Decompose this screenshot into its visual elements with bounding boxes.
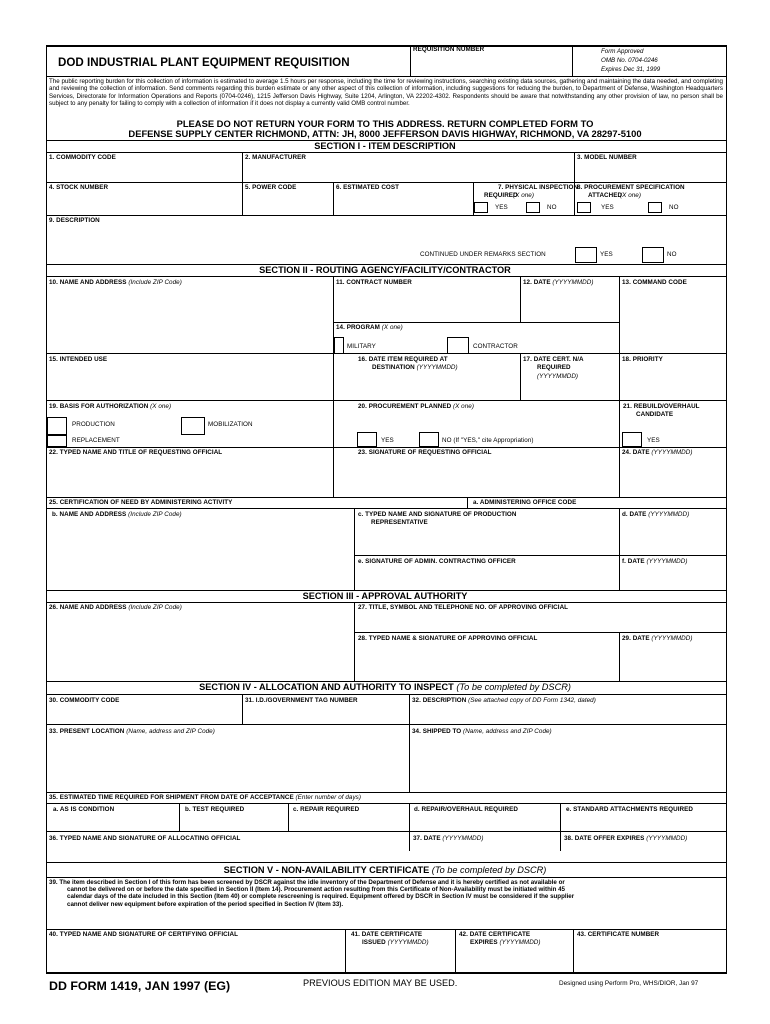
description-32-label: 32. DESCRIPTION (See attached copy of DD Form 1342, dated) bbox=[412, 697, 596, 704]
dd-form-1419: DOD INDUSTRIAL PLANT EQUIPMENT REQUISITION REQUISITION NUMBER Form Approved OMB No. 0704-0246 Expires Dec 31, 1999 The public reporting burden for this collection of information is estimated to average 1.5 hours per response, including the time for reviewing instructions, searching existing data sources, gathering and maintaining the data needed, and completing and reviewing the collection of information. Send comments regarding this burden estimate or any other aspect of this collection of information, including suggestions for reducing the burden, to Department of Defense, Washington Headquarters Services, Directorate for Information Operations and Reports (0704-0246), 1215 Jefferson Davis Highway, Suite 1204, Arlington, VA 22202-4302. Respondents should be aware that notwithstanding any other provision of law, no person shall be subject to any penalty for failing to comply with a collection of information if it does not display a currently valid OMB control number. PLEASE DO NOT RETURN YOUR FORM TO THIS ADDRESS. RETURN COMPLETED FORM TO DEFENSE SUPPLY CENTER RICHMOND, ATTN: JH, 8000 JEFFERSON DAVIS HIGHWAY, RICHMOND, VA 28297-5100 SECTION I - ITEM DESCRIPTION 1. COMMODITY CODE 2. MANUFACTURER 3. MODEL NUMBER 4. STOCK NUMBER 5. POWER CODE 6. ESTIMATED COST 7. PHYSICAL INSPECTION REQUIRED (X one) 8. PROCUREMENT SPECIFICATION ATTACHED (X one) YES NO YES NO 9. DESCRIPTION CONTINUED UNDER REMARKS SECTION YES NO SECTION II - ROUTING AGENCY/FACILITY/CONTRACTOR 10. NAME AND ADDRESS (Include ZIP Code) 11. CONTRACT NUMBER 12. DATE (YYYYMMDD) 13. COMMAND CODE 14. PROGRAM (X one) MILITARY CONTRACTOR 15. INTENDED USE 16. DATE ITEM REQUIRED AT DESTINATION (YYYYMMDD) 17. DATE CERT. N/A REQUIRED (YYYYMMDD) 18. PRIORITY 19. BASIS FOR AUTHORIZATION (X one) PRODUCTION MOBILIZATION REPLACEMENT 20. PROCUREMENT PLANNED (X one) YES NO (If "YES," cite Appropriation) 21. REBUILD/OVERHAUL CANDIDATE YES 22. TYPED NAME AND TITLE OF REQUESTING OFFICIAL 23. SIGNATURE OF REQUESTING OFFICIAL 24. DATE (YYYYMMDD) 25. CERTIFICATION OF NEED BY ADMINISTERING ACTIVITY a. ADMINISTERING OFFICE CODE b. NAME AND ADDRESS (Include ZIP Code) c. TYPED NAME AND SIGNATURE OF PRODUCTION REPRESENTATIVE d. DATE (YYYYMMDD) e. SIGNATURE OF ADMIN. CONTRACTING OFFICER f. DATE (YYYYMMDD) SECTION III - APPROVAL AUTHORITY 26. NAME AND ADDRESS (Include ZIP Code) 27. TITLE, SYMBOL AND TELEPHONE NO. OF APPROVING OFFICIAL 28. TYPED NAME & SIGNATURE OF APPROVING OFFICIAL 29. DATE (YYYYMMDD) SECTION IV - ALLOCATION AND AUTHORITY TO INSPECT (To be completed by DSCR) 30. COMMODITY CODE 31. I.D./GOVERNMENT TAG NUMBER 32. DESCRIPTION (See attached copy of DD Form 1342, dated) 33. PRESENT LOCATION (Name, address and ZIP Code) 34. SHIPPED TO (Name, address and ZIP Code) 35. ESTIMATED TIME REQUIRED FOR SHIPMENT FROM DATE OF ACCEPTANCE (Enter number of days) a. AS IS CONDITION b. TEST REQUIRED c. REPAIR REQUIRED d. REPAIR/OVERHAUL REQUIRED e. STANDARD ATTACHMENTS REQUIRED 36. TYPED NAME AND SIGNATURE OF ALLOCATING OFFICIAL 37. DATE (YYYYMMDD) 38. DATE OFFER EXPIRES (YYYYMMDD) SECTION V - NON-AVAILABILITY CERTIFICATE (To be completed by DSCR) 39. The item described in Section I of this form has been screened by DSCR against the idle inventory of the Department of Defense and it is hereby certified as not available or cannot be delivered on or before the date specified in Section II (Item 14). Procurement action resulting from this Certificate of Non-Availability must be initiated within 45 calendar days of the date included in this Section (Item 40) or complete rescreening is required. Equipment offered by DSCR in Section IV must be considered if the supplier cannot deliver new equipment before expiration of the period specified in Section IV (Item 33). 40. TYPED NAME AND SIGNATURE OF CERTIFYING OFFICIAL 41. DATE CERTIFICATE ISSUED (YYYYMMDD) 42. DATE CERTIFICATE EXPIRES (YYYYMMDD) 43. CERTIFICATE NUMBER DD FORM 1419, JAN 1997 (EG) PREVIOUS EDITION MAY BE USED. Designed using Perform Pro, WHS/DIOR, Jan 97 bbox=[0, 0, 770, 1024]
manufacturer-label: 2. MANUFACTURER bbox=[245, 154, 306, 161]
cert-expires-label: 42. DATE CERTIFICATE bbox=[459, 931, 531, 938]
government-tag-label: 31. I.D./GOVERNMENT TAG NUMBER bbox=[245, 697, 358, 704]
non-availability-statement: 39. The item described in Section I of this form has been screened by DSCR against the idle inventory of the Department of Defense and it is hereby certified as not available or cannot be delivered on or before the date specified in Section II (Item 14). Procurement action resulting from this Certificate of Non-Availability must be initiated within 45 calendar days of the date included in this Section (Item 40) or complete rescreening is required. Equipment offered by DSCR in Section IV must be considered if the supplier cannot deliver new equipment before expiration of the period specified in Section IV (Item 33). bbox=[49, 879, 575, 908]
continued-no-checkbox[interactable] bbox=[642, 247, 664, 263]
power-code-label: 5. POWER CODE bbox=[245, 184, 297, 191]
repair-required-label: c. REPAIR REQUIRED bbox=[293, 806, 360, 813]
program-label: 14. PROGRAM (X one) bbox=[336, 324, 403, 331]
present-location-label: 33. PRESENT LOCATION (Name, address and ZIP Code) bbox=[49, 728, 215, 735]
omb-number: OMB No. 0704-0246 bbox=[601, 57, 658, 64]
commodity-code-30-label: 30. COMMODITY CODE bbox=[49, 697, 120, 704]
description-label: 9. DESCRIPTION bbox=[49, 217, 100, 224]
requesting-official-name-label: 22. TYPED NAME AND TITLE OF REQUESTING OFFICIAL bbox=[49, 449, 223, 456]
admin-office-code-label: a. ADMINISTERING OFFICE CODE bbox=[473, 499, 577, 506]
date-required-label: 16. DATE ITEM REQUIRED AT bbox=[358, 356, 448, 363]
return-instruction-line2: DEFENSE SUPPLY CENTER RICHMOND, ATTN: JH, 8000 JEFFERSON DAVIS HIGHWAY, RICHMOND, VA 28297-5100 bbox=[128, 128, 642, 139]
designed-by-note: Designed using Perform Pro, WHS/DIOR, Jan 97 bbox=[559, 980, 699, 987]
command-code-label: 13. COMMAND CODE bbox=[622, 279, 687, 286]
section-3-title: SECTION III - APPROVAL AUTHORITY bbox=[302, 591, 468, 601]
program-military-checkbox[interactable] bbox=[334, 337, 344, 354]
admin-contracting-signature-label: e. SIGNATURE OF ADMIN. CONTRACTING OFFICER bbox=[358, 558, 516, 565]
certifying-official-label: 40. TYPED NAME AND SIGNATURE OF CERTIFYING OFFICIAL bbox=[49, 931, 239, 938]
section-2-title: SECTION II - ROUTING AGENCY/FACILITY/CONTRACTOR bbox=[259, 265, 511, 275]
procurement-planned-label: 20. PROCUREMENT PLANNED (X one) bbox=[358, 403, 474, 410]
section-4-title: SECTION IV - ALLOCATION AND AUTHORITY TO INSPECT (To be completed by DSCR) bbox=[199, 682, 571, 692]
cert-issued-label: 41. DATE CERTIFICATE bbox=[351, 931, 423, 938]
requesting-official-signature-label: 23. SIGNATURE OF REQUESTING OFFICIAL bbox=[358, 449, 492, 456]
mobilization-checkbox[interactable] bbox=[181, 417, 205, 435]
replacement-checkbox[interactable] bbox=[47, 435, 67, 447]
date-cert-label: 17. DATE CERT. N/A bbox=[523, 356, 584, 363]
intended-use-label: 15. INTENDED USE bbox=[49, 356, 108, 363]
form-identifier: DD FORM 1419, JAN 1997 (EG) bbox=[49, 979, 231, 993]
previous-edition-note: PREVIOUS EDITION MAY BE USED. bbox=[303, 978, 458, 988]
approval-name-address-label: 26. NAME AND ADDRESS (Include ZIP Code) bbox=[49, 604, 182, 611]
rebuild-overhaul-label: 21. REBUILD/OVERHAUL bbox=[623, 403, 700, 410]
approving-official-title-label: 27. TITLE, SYMBOL AND TELEPHONE NO. OF APPROVING OFFICIAL bbox=[358, 604, 569, 611]
standard-attachments-label: e. STANDARD ATTACHMENTS REQUIRED bbox=[566, 806, 693, 813]
production-checkbox[interactable] bbox=[47, 417, 67, 435]
burden-statement: The public reporting burden for this collection of information is estimated to average 1.5 hours per response, including the time for reviewing instructions, searching existing data sources, gathering and maintaining the data needed, and completing and reviewing the collection of information. Send comments regarding this burden estimate or any other aspect of this collection of information, including suggestions for reducing the burden, to Department of Defense, Washington Headquarters Services, Directorate for Information Operations and Reports (0704-0246), 1215 Jefferson Davis Highway, Suite 1204, Arlington, VA 22202-4302. Respondents should be aware that notwithstanding any other provision of law, no person shall be subject to any penalty for failing to comply with a collection of information if it does not display a currently valid OMB control number. bbox=[49, 78, 723, 107]
form-title: DOD INDUSTRIAL PLANT EQUIPMENT REQUISITION bbox=[58, 56, 350, 69]
procurement-no-checkbox[interactable] bbox=[419, 432, 439, 447]
frame-top bbox=[46, 45, 727, 47]
production-rep-label: c. TYPED NAME AND SIGNATURE OF PRODUCTION bbox=[358, 511, 517, 518]
frame-bottom bbox=[46, 972, 727, 974]
procurement-yes-checkbox[interactable] bbox=[357, 432, 377, 447]
spec-no-checkbox[interactable] bbox=[648, 202, 662, 213]
certification-need-label: 25. CERTIFICATION OF NEED BY ADMINISTERING ACTIVITY bbox=[49, 499, 233, 506]
requisition-number-label: REQUISITION NUMBER bbox=[413, 46, 485, 53]
rebuild-yes-checkbox[interactable] bbox=[622, 432, 642, 447]
section-1-title: SECTION I - ITEM DESCRIPTION bbox=[314, 141, 456, 151]
date-12-label: 12. DATE (YYYYMMDD) bbox=[523, 279, 594, 286]
approving-official-signature-label: 28. TYPED NAME & SIGNATURE OF APPROVING OFFICIAL bbox=[358, 635, 538, 642]
inspection-no-checkbox[interactable] bbox=[526, 202, 540, 213]
stock-number-label: 4. STOCK NUMBER bbox=[49, 184, 109, 191]
estimated-cost-label: 6. ESTIMATED COST bbox=[336, 184, 400, 191]
priority-label: 18. PRIORITY bbox=[622, 356, 663, 363]
test-required-label: b. TEST REQUIRED bbox=[185, 806, 245, 813]
certificate-number-label: 43. CERTIFICATE NUMBER bbox=[577, 931, 660, 938]
routing-name-address-label: 10. NAME AND ADDRESS (Include ZIP Code) bbox=[49, 279, 182, 286]
continued-yes-checkbox[interactable] bbox=[575, 247, 597, 263]
program-contractor-checkbox[interactable] bbox=[447, 337, 469, 354]
basis-authorization-label: 19. BASIS FOR AUTHORIZATION (X one) bbox=[49, 403, 172, 410]
date-25f-label: f. DATE (YYYYMMDD) bbox=[622, 558, 688, 565]
spec-yes-checkbox[interactable] bbox=[577, 202, 591, 213]
shipment-time-label: 35. ESTIMATED TIME REQUIRED FOR SHIPMENT FROM DATE OF ACCEPTANCE (Enter number of days) bbox=[49, 794, 362, 801]
date-37-label: 37. DATE (YYYYMMDD) bbox=[413, 835, 484, 842]
allocating-official-label: 36. TYPED NAME AND SIGNATURE OF ALLOCATING OFFICIAL bbox=[49, 835, 241, 842]
as-is-condition-label: a. AS IS CONDITION bbox=[53, 806, 115, 813]
date-24-label: 24. DATE (YYYYMMDD) bbox=[622, 449, 693, 456]
procurement-spec-label: 8. PROCUREMENT SPECIFICATION bbox=[577, 184, 685, 191]
omb-expiration: Expires Dec 31, 1999 bbox=[601, 66, 661, 73]
offer-expires-label: 38. DATE OFFER EXPIRES (YYYYMMDD) bbox=[564, 835, 688, 842]
repair-overhaul-label: d. REPAIR/OVERHAUL REQUIRED bbox=[414, 806, 518, 813]
date-25d-label: d. DATE (YYYYMMDD) bbox=[622, 511, 690, 518]
continued-remarks-label: CONTINUED UNDER REMARKS SECTION bbox=[420, 251, 546, 258]
frame-left bbox=[46, 45, 47, 973]
date-29-label: 29. DATE (YYYYMMDD) bbox=[622, 635, 693, 642]
shipped-to-label: 34. SHIPPED TO (Name, address and ZIP Code) bbox=[412, 728, 552, 735]
requisition-number-field[interactable] bbox=[413, 56, 569, 74]
physical-inspection-label: 7. PHYSICAL INSPECTION bbox=[498, 184, 579, 191]
commodity-code-label: 1. COMMODITY CODE bbox=[49, 154, 116, 161]
inspection-yes-checkbox[interactable] bbox=[474, 202, 488, 213]
return-instruction-line1: PLEASE DO NOT RETURN YOUR FORM TO THIS ADDRESS. RETURN COMPLETED FORM TO bbox=[176, 118, 594, 129]
frame-right bbox=[726, 45, 727, 973]
section-5-title: SECTION V - NON-AVAILABILITY CERTIFICATE (To be completed by DSCR) bbox=[223, 865, 547, 875]
model-number-label: 3. MODEL NUMBER bbox=[577, 154, 637, 161]
admin-name-address-label: b. NAME AND ADDRESS (Include ZIP Code) bbox=[52, 511, 182, 518]
contract-number-label: 11. CONTRACT NUMBER bbox=[336, 279, 412, 286]
description-field[interactable] bbox=[49, 226, 723, 248]
form-approved: Form Approved bbox=[601, 48, 644, 55]
